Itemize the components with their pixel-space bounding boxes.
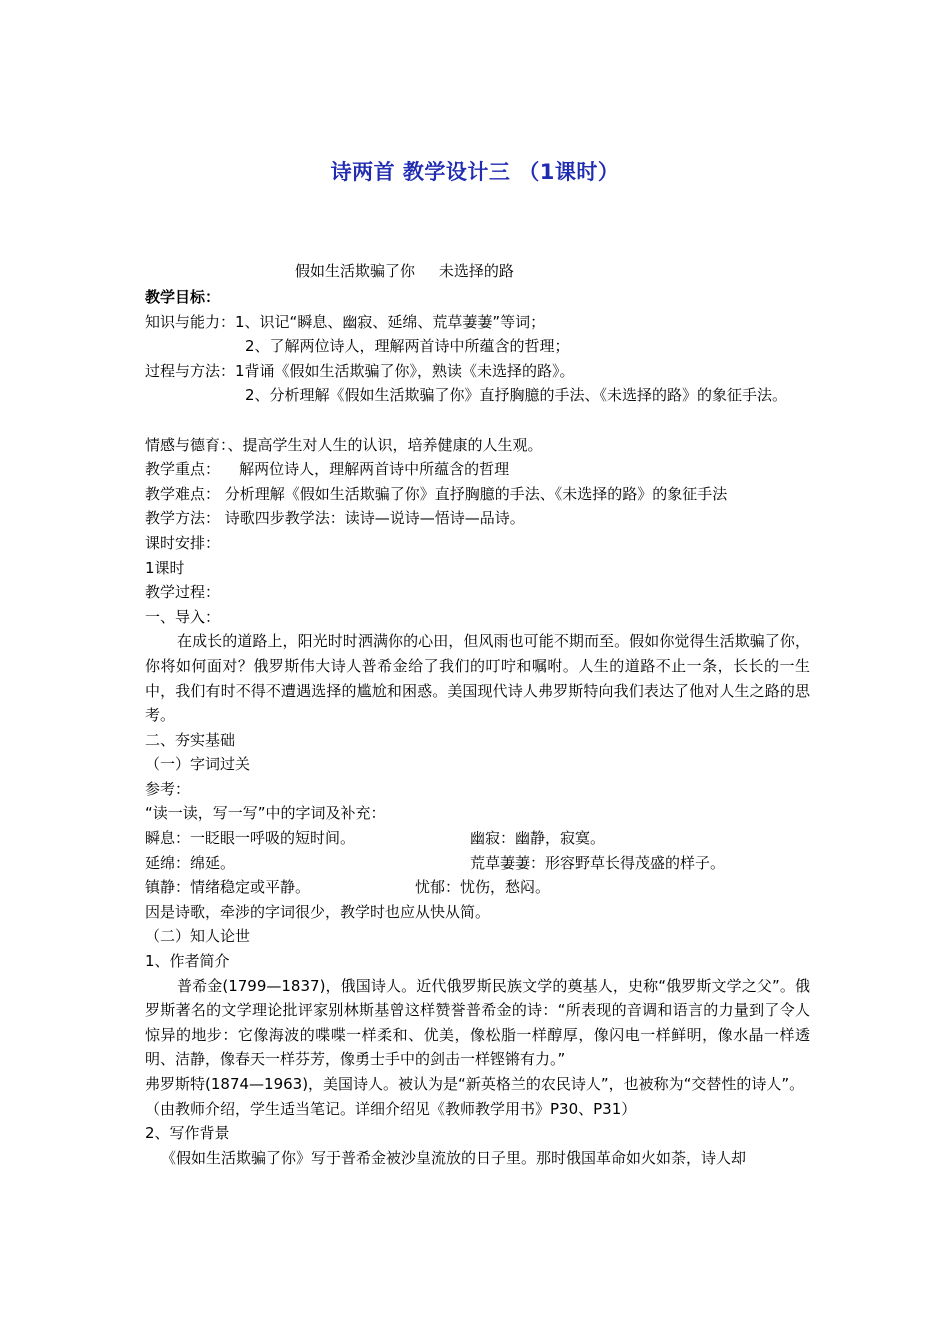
vocab-note: 因是诗歌，牵涉的字词很少，教学时也应从快从简。	[145, 902, 491, 921]
pushkin-paragraph: 普希金(1799—1837)，俄国诗人。近代俄罗斯民族文学的奠基人，史称“俄罗斯文学之父”。俄罗斯著名的文学理论批评家别林斯基曾这样赞誉普希金的诗：“所表现的音调和语言的力量到了令人惊异的地步：它像海波的喋喋一样柔和、优美，像松脂一样醇厚，像闪电一样鲜明，像水晶一样透明、洁静，像春天一样芬芳，像勇士手中的剑击一样铿锵有力。”	[145, 976, 810, 1069]
vocab-row	[145, 851, 810, 876]
emotion-line: 情感与德育：、提高学生对人生的认识，培养健康的人生观。	[145, 435, 543, 454]
people-heading: （二）知人论世	[145, 927, 251, 946]
schedule-label: 课时安排：	[145, 533, 221, 552]
vocab-left: 瞬息：一眨眼一呼吸的短时间。	[145, 829, 356, 848]
page-title: 诗两首 教学设计三 （1课时）	[330, 160, 620, 184]
difficulty-line: 教学难点： 分析理解《假如生活欺骗了你》直抒胸臆的手法、《未选择的路》的象征手法	[145, 484, 728, 503]
schedule-value: 1课时	[145, 558, 185, 577]
vocab-row	[145, 826, 810, 851]
method-line: 教学方法： 诗歌四步教学法：读诗—说诗—悟诗—品诗。	[145, 509, 525, 528]
teacher-note: （由教师介绍，学生适当笔记。详细介绍见《教师教学用书》P30、P31）	[145, 1099, 637, 1118]
basics-heading: 二、夯实基础	[145, 730, 236, 749]
objective-line: 2、分析理解《假如生活欺骗了你》直抒胸臆的手法、《未选择的路》的象征手法。	[245, 386, 788, 405]
intro-heading: 一、导入：	[145, 607, 221, 626]
key-point-line: 教学重点： 解两位诗人，理解两首诗中所蕴含的哲理	[145, 460, 510, 479]
vocab-right: 荒草萋萋：形容野草长得茂盛的样子。	[470, 853, 726, 872]
objective-line: 2、了解两位诗人，理解两首诗中所蕴含的哲理；	[245, 337, 570, 356]
objective-line: 过程与方法：1背诵《假如生活欺骗了你》，熟读《未选择的路》。	[145, 361, 575, 380]
poem-titles: 假如生活欺骗了你 未选择的路	[295, 262, 514, 280]
vocab-right: 幽寂：幽静，寂寞。	[470, 829, 606, 848]
document-body	[145, 285, 810, 1170]
author-heading: 1、作者简介	[145, 952, 230, 971]
vocab-left: 延绵：绵延。	[145, 853, 236, 872]
background-heading: 2、写作背景	[145, 1124, 230, 1143]
intro-paragraph: 在成长的道路上，阳光时时洒满你的心田，但风雨也可能不期而至。假如你觉得生活欺骗了你，你将如何面对？俄罗斯伟大诗人普希金给了我们的叮咛和嘱咐。人生的道路不止一条，长长的一生中，我们有时不得不遭遇选择的尴尬和困惑。美国现代诗人弗罗斯特向我们表达了他对人生之路的思考。	[145, 632, 810, 725]
vocab-row	[145, 875, 810, 900]
reference-label: 参考：	[145, 779, 191, 798]
vocab-right: 忧郁：忧伤，愁闷。	[415, 878, 551, 897]
read-write-line: “读一读，写一写”中的字词及补充：	[145, 804, 386, 823]
frost-paragraph: 弗罗斯特(1874—1963)，美国诗人。被认为是“新英格兰的农民诗人”，也被称为“交替性的诗人”。	[145, 1075, 805, 1093]
process-label: 教学过程：	[145, 583, 221, 602]
background-paragraph: 《假如生活欺骗了你》写于普希金被沙皇流放的日子里。那时俄国革命如火如荼，诗人却	[161, 1148, 747, 1167]
words-heading: （一）字词过关	[145, 755, 251, 774]
objective-line: 知识与能力：1、识记“瞬息、幽寂、延绵、荒草萋萋”等词；	[145, 312, 546, 331]
spacer	[145, 408, 810, 433]
vocab-left: 镇静：情绪稳定或平静。	[145, 878, 311, 897]
objectives-heading: 教学目标：	[145, 288, 221, 306]
